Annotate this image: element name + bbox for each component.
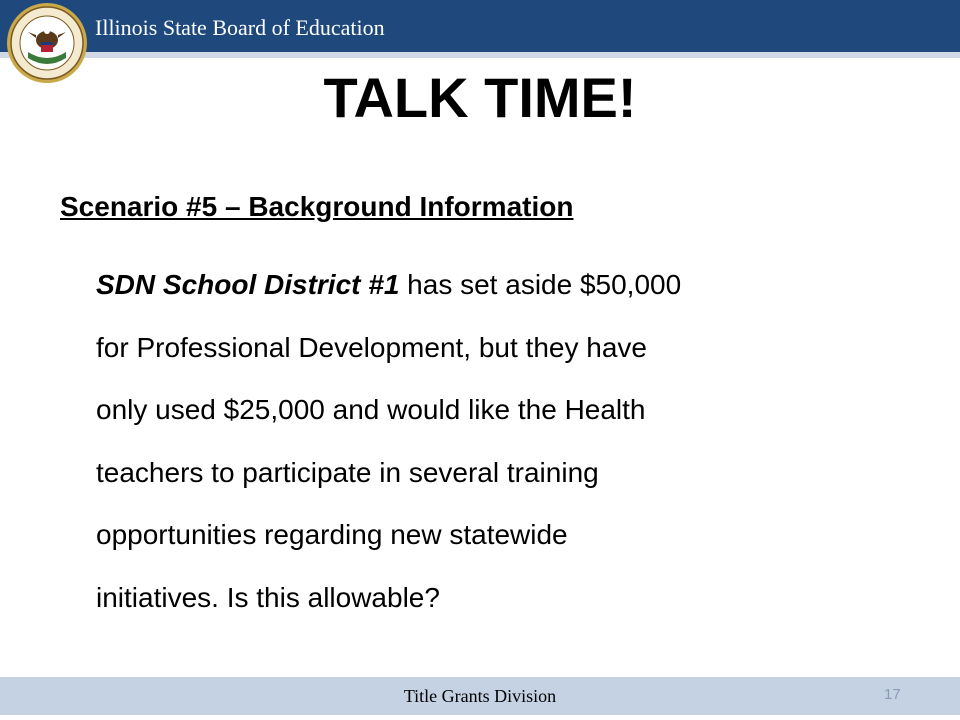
body-line: teachers to participate in several training: [96, 456, 599, 488]
district-name: SDN School District #1: [96, 269, 400, 300]
body-line: only used $25,000 and would like the Health: [96, 394, 646, 425]
scenario-body: [96, 254, 896, 629]
scenario-heading: Scenario #5 – Background Information: [60, 191, 574, 222]
page-number: 17: [884, 686, 901, 703]
body-line: [96, 254, 896, 317]
org-name: Illinois State Board of Education: [95, 15, 385, 40]
footer-label: Title Grants Division: [403, 686, 557, 706]
header-divider: [0, 52, 960, 58]
slide-title: TALK TIME!: [323, 66, 637, 129]
body-line-text: has set aside $50,000: [399, 269, 682, 300]
body-line: for Professional Development, but they have: [96, 331, 647, 363]
body-line: initiatives. Is this allowable?: [96, 581, 440, 613]
body-line: opportunities regarding new statewide: [96, 519, 568, 550]
